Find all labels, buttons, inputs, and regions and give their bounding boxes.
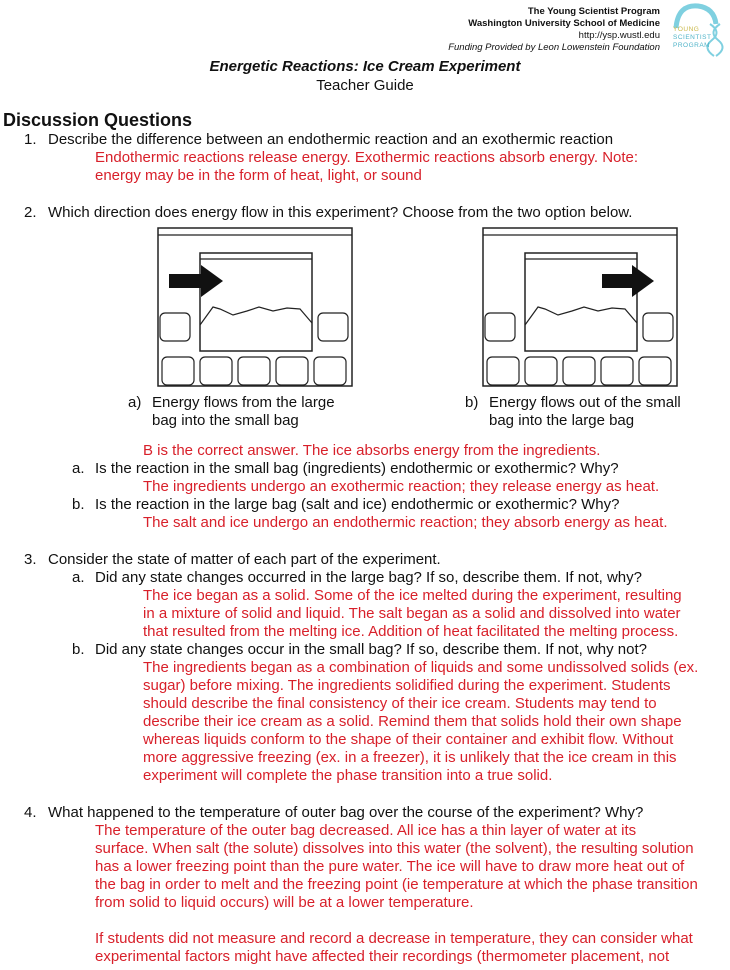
question-4-answer-line-1: The temperature of the outer bag decreased. All ice has a thin layer of water at its (95, 822, 637, 839)
question-4-answer-line-3: has a lower freezing point than the pure water. The ice will have to draw more heat out of (95, 858, 685, 875)
question-3a-answer-line-1: The ice began as a solid. Some of the ice melted during the experiment, resulting (143, 587, 682, 604)
question-3b-answer-line-1: The ingredients began as a combination of liquids and some undissolved solids (ex. (143, 659, 699, 676)
question-3b-answer-line-6: more aggressive freezing (ex. in a freezer), it is unlikely that the ice cream in this (143, 749, 677, 766)
arrow-out-of-inner-bag-icon (602, 265, 654, 297)
question-4-text: What happened to the temperature of outer bag over the course of the experiment? Why? (48, 804, 644, 821)
option-b-line-1: Energy flows out of the small (489, 394, 681, 411)
question-1-answer-line-2: energy may be in the form of heat, light, or sound (95, 167, 422, 184)
question-3b-answer-line-7: experiment will complete the phase transition into a true solid. (143, 767, 553, 784)
document-subtitle: Teacher Guide (316, 77, 414, 94)
young-scientist-logo (668, 2, 728, 58)
question-4-number: 4. (24, 804, 37, 821)
option-b-label: b) (465, 394, 479, 411)
question-3b-answer-line-2: sugar) before mixing. The ingredients solidified during the experiment. Students (143, 677, 671, 694)
question-2b-answer: The salt and ice undergo an endothermic reaction; they absorb energy as heat. (143, 514, 668, 531)
option-b-line-2: bag into the large bag (489, 412, 635, 429)
diagram-option-b (480, 225, 690, 393)
question-2b-text: Is the reaction in the large bag (salt and ice) endothermic or exothermic? Why? (95, 496, 620, 513)
question-4-answer-line-5: from solid to liquid occurs) will be at a lower temperature. (95, 894, 474, 911)
question-3b-answer-line-5: whereas liquids conform to the shape of their container and exhibit flow. Without (143, 731, 674, 748)
question-3a-text: Did any state changes occurred in the large bag? If so, describe them. If not, why? (95, 569, 642, 586)
question-3b-label: b. (72, 641, 85, 658)
diagram-option-a (155, 225, 365, 393)
question-2-answer: B is the correct answer. The ice absorbs energy from the ingredients. (143, 442, 601, 459)
question-3a-answer-line-2: in a mixture of solid and liquid. The salt began as a solid and dissolved into water (143, 605, 681, 622)
option-a-line-2: bag into the small bag (152, 412, 299, 429)
program-name: The Young Scientist Program (527, 6, 660, 17)
question-2a-answer: The ingredients undergo an exothermic reaction; they release energy as heat. (143, 478, 660, 495)
arrow-into-inner-bag-icon (169, 265, 223, 297)
question-2a-text: Is the reaction in the small bag (ingredients) endothermic or exothermic? Why? (95, 460, 619, 477)
program-header (448, 6, 660, 54)
question-2-text: Which direction does energy flow in this experiment? Choose from the two option below. (48, 204, 633, 221)
question-4-followup-line-2: experimental factors might have affected their recordings (thermometer placement, not (95, 948, 670, 965)
question-1-answer-line-1: Endothermic reactions release energy. Exothermic reactions absorb energy. Note: (95, 149, 639, 166)
question-3b-answer-line-3: should describe the final consistency of their ice cream. Students may tend to (143, 695, 657, 712)
question-1-number: 1. (24, 131, 37, 148)
question-3a-answer-line-3: that resulted from the melting ice. Addition of heat facilitated the melting process. (143, 623, 679, 640)
option-a-line-1: Energy flows from the large (152, 394, 335, 411)
option-a-label: a) (128, 394, 142, 411)
funding-credit: Funding Provided by Leon Lowenstein Foundation (448, 42, 660, 53)
question-2a-label: a. (72, 460, 85, 477)
logo-text: YOUNG SCIENTIST PROGRAM (673, 26, 712, 49)
question-3b-answer-line-4: describe their ice cream as a solid. Remind them that solids hold their own shape (143, 713, 682, 730)
question-2-number: 2. (24, 204, 37, 221)
question-4-answer-line-2: surface. When salt (the solute) dissolves into this water (the solvent), the resulting solution (95, 840, 694, 857)
document-title: Energetic Reactions: Ice Cream Experiment (209, 58, 521, 75)
question-3-text: Consider the state of matter of each part of the experiment. (48, 551, 441, 568)
institution-name: Washington University School of Medicine (468, 18, 660, 29)
question-1-text: Describe the difference between an endothermic reaction and an exothermic reaction (48, 131, 614, 148)
program-url[interactable]: http://ysp.wustl.edu (578, 30, 660, 41)
question-3a-label: a. (72, 569, 85, 586)
question-4-answer-line-4: the bag in order to melt and the freezing point (ie temperature at which the phase transition (95, 876, 698, 893)
section-heading: Discussion Questions (3, 110, 193, 130)
question-3b-text: Did any state changes occur in the small bag? If so, describe them. If not, why not? (95, 641, 647, 658)
question-2b-label: b. (72, 496, 85, 513)
question-3-number: 3. (24, 551, 37, 568)
question-4-followup-line-1: If students did not measure and record a decrease in temperature, they can consider what (95, 930, 693, 947)
